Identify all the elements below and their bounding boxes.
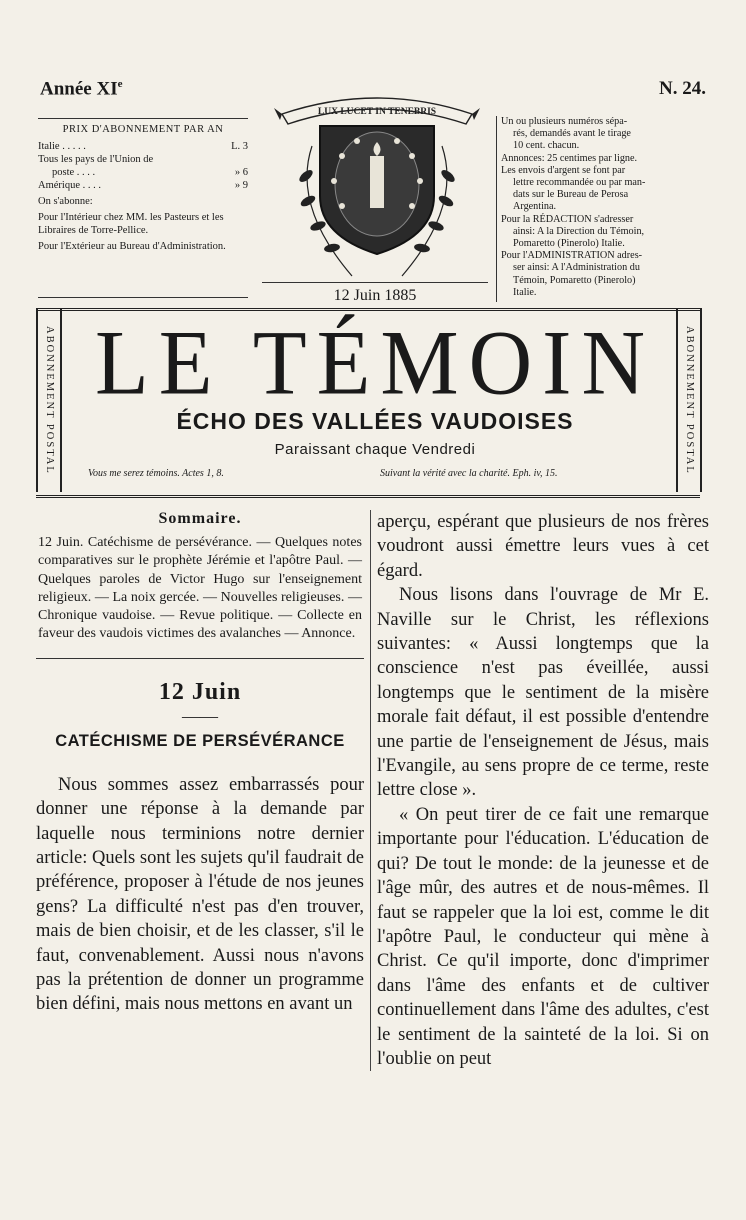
article-title: CATÉCHISME DE PERSÉVÉRANCE xyxy=(55,731,345,750)
divider xyxy=(36,658,364,659)
info-box: Un ou plusieurs numéros sépa- rés, demandés avant le tirage 10 cent. chacun. Annonces: 25 centimes par ligne. Les envois d'argent se font par lettre recommandée ou par man- dats sur le Bureau de Perosa Argentina. Pour la RÉDACTION s'adresser ainsi: A la Direction du Témoin, Pomaretto (Pinerolo) Italie. Pour l'ADMINISTRATION adres- ser ainsi: A l'Administration du Témoin, Pomaretto (Pinerolo) Italie. xyxy=(496,116,705,302)
left-column xyxy=(36,510,364,1017)
subscribe-label: On s'abonne: xyxy=(38,196,93,207)
issue-date: 12 Juin 1885 xyxy=(262,282,488,305)
publication-frequency: Paraissant chaque Vendredi xyxy=(274,441,476,458)
right-column xyxy=(370,510,709,1071)
motto-left: Vous me serez témoins. Actes 1, 8. xyxy=(88,468,224,479)
subscribe-exterior: Pour l'Extérieur au Bureau d'Administration. xyxy=(38,241,226,252)
price-row: Amérique . . . . » 9 xyxy=(38,180,248,191)
side-label-right: ABONNEMENT POSTAL xyxy=(676,308,702,492)
sommaire-title: Sommaire. xyxy=(158,510,242,527)
price-row: Italie . . . . . L. 3 xyxy=(38,141,248,152)
price-row: poste . . . . » 6 xyxy=(52,167,248,178)
side-label-left: ABONNEMENT POSTAL xyxy=(36,308,62,492)
article-paragraph: aperçu, espérant que plusieurs de nos frères voudront aussi émettre leurs vues à cet égard. xyxy=(377,512,709,581)
section-date: 12 Juin xyxy=(158,678,242,705)
article-paragraph: Nous lisons dans l'ouvrage de Mr E. Naville sur le Christ, les réflexions suivantes: « Aussi longtemps que la conscience n'est pas éveillée, aussi longtemps que le sentiment de la misère morale fait défaut, il est possible d'entendre une partie de l'enseignement de Jésus, mais l'Evangile, au sens propre de ce terme, reste lettre close ». xyxy=(377,585,709,801)
waldensian-emblem xyxy=(272,86,482,286)
article-body-left: Nous sommes assez embarrassés pour donner une réponse à la demande par laquelle nous terminions notre dernier article: Quels sont les sujets qu'il faudrait de préférence, proposer à l'étude de nos jeunes gens? La difficulté n'est pas d'en trouver, mais de bien choisir, et de les classer, s'il le faut, convenablement. Aussi nous n'avons pas la prétention de donner un programme bien défini, mais nous mettons en avant un xyxy=(36,774,364,1015)
year-label: Année XIe xyxy=(40,78,123,100)
article-paragraph: « On peut tirer de ce fait une remarque importante pour l'éducation. L'éducation de qui? De tout le monde: de la jeunesse et de l'âge mûr, des autres et de nous-mêmes. Il faut se rappeler que la loi est, comme le dit l'apôtre Paul, le conducteur qui mène à Christ. Ce qu'il importe, donc d'imprimer dans l'âme des enfants et de cultiver continuellement dans l'âme des adultes, c'est le sentiment de la sainteté de la loi. Si on l'oublie on peut xyxy=(377,804,709,1069)
sommaire-text: 12 Juin. Catéchisme de persévérance. — Quelques notes comparatives sur le prophète Jérémie et l'apôtre Paul. — Quelques paroles de Victor Hugo sur l'enseignement religieux. — La noix gercée. — Nouvelles religieuses. — Chronique vaudoise. — Revue politique. — Collecte en faveur des vaudois victimes des avalanches — Annonce. xyxy=(38,535,362,642)
newspaper-subtitle: ÉCHO DES VALLÉES VAUDOISES xyxy=(176,408,574,434)
subscribe-interior: Pour l'Intérieur chez MM. les Pasteurs et les Libraires de Torre-Pellice. xyxy=(38,212,224,236)
section-dash: —— xyxy=(182,705,218,726)
price-row: Tous les pays de l'Union de xyxy=(38,154,154,165)
newspaper-title: LE TÉMOIN xyxy=(94,312,656,415)
emblem-motto: LUX LUCET IN TENEBRIS xyxy=(317,107,437,117)
issue-number: N. 24. xyxy=(659,78,706,99)
subscription-title: PRIX D'ABONNEMENT PAR AN xyxy=(62,124,224,135)
subscription-box xyxy=(38,118,248,298)
motto-right: Suivant la vérité avec la charité. Eph. iv, 15. xyxy=(380,468,558,479)
